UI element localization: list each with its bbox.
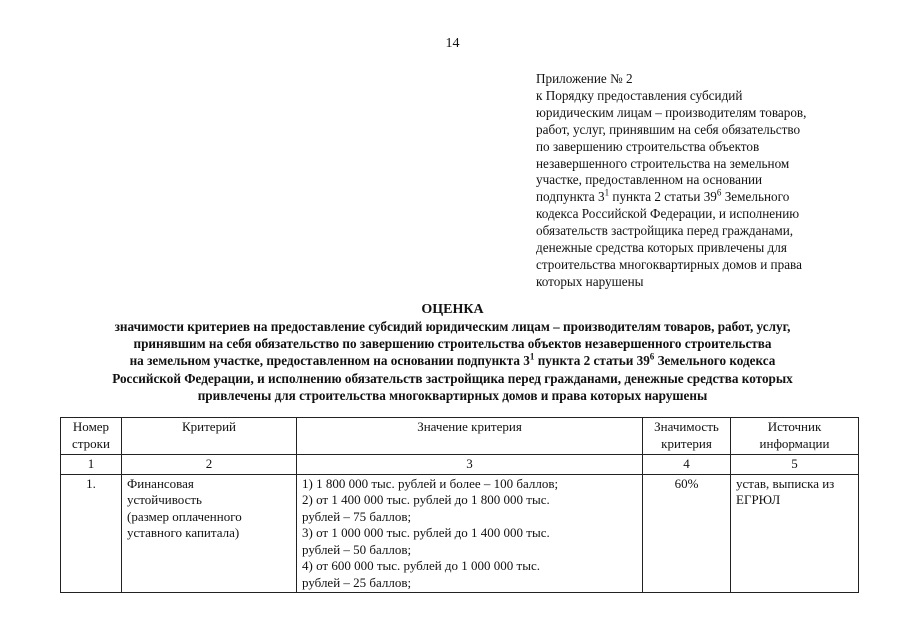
column-number: 3 xyxy=(297,455,643,475)
appendix-line: незавершенного строительства на земельном xyxy=(536,155,790,171)
table-header-row xyxy=(61,418,859,455)
header-criterion-value: Значение критерия xyxy=(297,418,643,455)
column-number: 1 xyxy=(61,455,122,475)
appendix-block xyxy=(536,71,886,291)
subtitle-line: значимости критериев на предоставление субсидий юридическим лицам – производителям товаров, работ, услуг, xyxy=(114,319,791,334)
weight-cell: 60% xyxy=(643,474,731,593)
source-cell: устав, выписка из ЕГРЮЛ xyxy=(731,474,859,593)
row-number-cell: 1. xyxy=(61,474,122,593)
subtitle-line-legal-ref: на земельном участке, предоставленном на основании подпункта $3^1$ пункта 2 статьи $39^6$ Земельного кодекса xyxy=(129,352,776,369)
appendix-line: по завершению строительства объектов xyxy=(536,138,760,154)
appendix-line: к Порядку предоставления субсидий xyxy=(536,87,743,103)
subtitle-line: принявшим на себя обязательство по завершению строительства объектов незавершенного строительства xyxy=(133,336,772,352)
criterion-value-cell: 1) 1 800 000 тыс. рублей и более – 100 баллов; 2) от 1 400 000 тыс. рублей до 1 800 000 тыс. рублей – 75 баллов; 3) от 1 000 000 тыс. рублей до 1 400 000 тыс. рублей – 50 баллов; 4) от 600 000 тыс. рублей до 1 000 000 тыс. рублей – 25 баллов; xyxy=(297,474,643,593)
appendix-line: кодекса Российской Федерации, и исполнению xyxy=(536,206,800,222)
column-number: 4 xyxy=(643,455,731,475)
appendix-line: денежные средства которых привлечены для xyxy=(536,240,787,256)
appendix-line: юридическим лицам – производителям товаров, xyxy=(536,104,807,120)
table-row xyxy=(61,474,859,593)
appendix-line: участке, предоставленном на основании xyxy=(536,172,763,188)
column-number: 5 xyxy=(731,455,859,475)
subtitle-line: привлечены для строительства многоквартирных домов и права которых нарушены xyxy=(197,387,708,403)
appendix-line: которых нарушены xyxy=(536,273,644,289)
document-title: ОЦЕНКА xyxy=(421,302,484,317)
header-criterion: Критерий xyxy=(122,418,297,455)
document-subtitle xyxy=(0,318,905,404)
appendix-line: обязательств застройщика перед гражданами, xyxy=(536,223,794,239)
header-row-number: Номер строки xyxy=(61,418,122,455)
appendix-line-legal-ref: подпункта $3^1$ пункта 2 статьи $39^6$ Земельного xyxy=(536,187,790,205)
criteria-table xyxy=(60,417,859,593)
page-number: 14 xyxy=(445,36,460,51)
header-source: Источник информации xyxy=(731,418,859,455)
criterion-cell: Финансовая устойчивость (размер оплаченного уставного капитала) xyxy=(122,474,297,593)
subtitle-line: Российской Федерации, и исполнению обязательств застройщика перед гражданами, денежные средства которых xyxy=(112,370,793,386)
column-number-row xyxy=(61,455,859,475)
appendix-line: строительства многоквартирных домов и права xyxy=(536,256,802,272)
appendix-line: работ, услуг, принявшим на себя обязательство xyxy=(536,121,801,137)
appendix-line: Приложение № 2 xyxy=(536,71,633,86)
column-number: 2 xyxy=(122,455,297,475)
header-weight: Значимость критерия xyxy=(643,418,731,455)
